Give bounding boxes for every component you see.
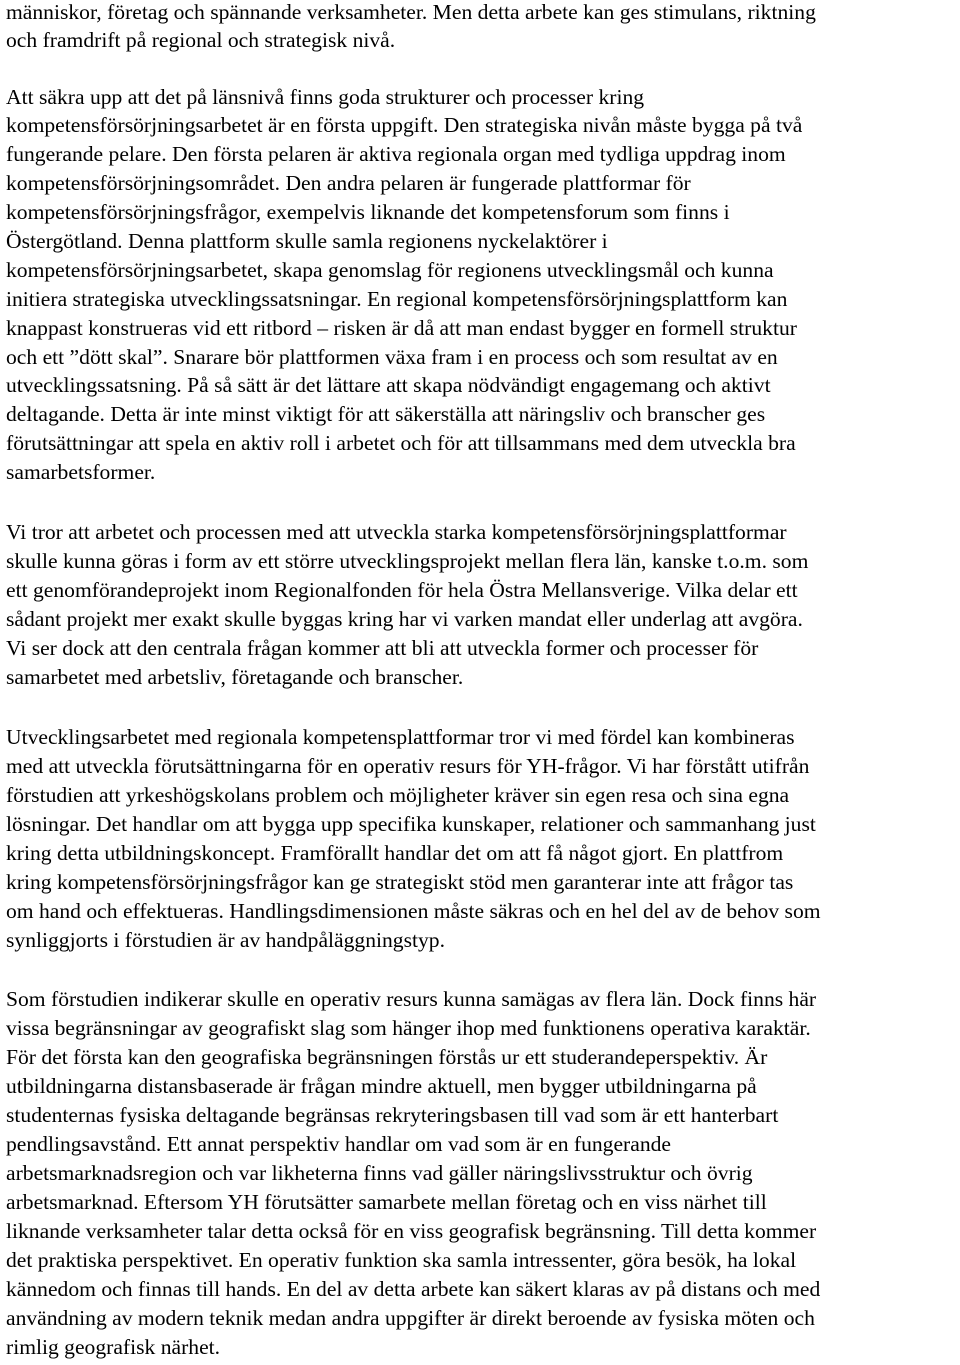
text-line: Att säkra upp att det på länsnivå finns goda strukturer och processer kring	[6, 85, 645, 109]
text-line: fungerande pelare. Den första pelaren är aktiva regionala organ med tydliga uppdrag inom	[6, 142, 786, 166]
text-line: kompetensförsörjningsarbetet är en första uppgift. Den strategiska nivån måste bygga på två	[6, 113, 803, 137]
text-line: med att utveckla förutsättningarna för en operativ resurs för YH-frågor. Vi har förstått utifrån	[6, 754, 810, 778]
text-line: kompetensförsörjningsområdet. Den andra pelaren är fungerade plattformar för	[6, 171, 691, 195]
text-line: Utvecklingsarbetet med regionala kompetensplattformar tror vi med fördel kan kombineras	[6, 725, 795, 749]
text-line: det praktiska perspektivet. En operativ funktion ska samla intressenter, göra besök, ha lokal	[6, 1248, 797, 1272]
text-line: arbetsmarknadsregion och var likheterna finns vad gäller näringslivsstruktur och övrig	[6, 1161, 753, 1185]
text-line: knappast konstrueras vid ett ritbord – risken är då att man endast bygger en formell struktur	[6, 316, 797, 340]
text-line: kring kompetensförsörjningsfrågor kan ge strategiskt stöd men garanterar inte att frågor tas	[6, 870, 794, 894]
text-line: utvecklingssatsning. På så sätt är det lättare att skapa nödvändigt engagemang och aktivt	[6, 373, 771, 397]
text-line: kompetensförsörjningsfrågor, exempelvis liknande det kompetensforum som finns i	[6, 200, 730, 224]
text-line: studenternas fysiska deltagande begränsas rekryteringsbasen till vad som är ett hanterbart	[6, 1103, 779, 1127]
text-line: utbildningarna distansbaserade är frågan mindre aktuell, men bygger utbildningarna på	[6, 1074, 757, 1098]
text-line: lösningar. Det handlar om att bygga upp specifika kunskaper, relationer och sammanhang just	[6, 812, 816, 836]
text-line: kompetensförsörjningsarbetet, skapa genomslag för regionens utvecklingsmål och kunna	[6, 258, 774, 282]
text-line: deltagande. Detta är inte minst viktigt för att säkerställa att näringsliv och branscher ges	[6, 402, 766, 426]
text-line: ett genomförandeprojekt inom Regionalfonden för hela Östra Mellansverige. Vilka delar ett	[6, 578, 798, 602]
text-line: vissa begränsningar av geografiskt slag som hänger ihop med funktionens operativa karaktär.	[6, 1016, 811, 1040]
text-line: samarbetsformer.	[6, 460, 156, 484]
text-line: synliggjorts i förstudien är av handpåläggningstyp.	[6, 928, 446, 952]
text-line: förstudien att yrkeshögskolans problem och möjligheter kräver sin egen resa och sina egna	[6, 783, 790, 807]
text-line: sådant projekt mer exakt skulle byggas kring har vi varken mandat eller underlag att avgöra.	[6, 607, 803, 631]
text-line: människor, företag och spännande verksamheter. Men detta arbete kan ges stimulans, riktning	[6, 0, 816, 24]
text-line: Som förstudien indikerar skulle en operativ resurs kunna samägas av flera län. Dock finns här	[6, 987, 817, 1011]
text-line: om hand och effektueras. Handlingsdimensionen måste säkras och en hel del av de behov som	[6, 899, 821, 923]
text-line: arbetsmarknad. Eftersom YH förutsätter samarbete mellan företag och en viss närhet till	[6, 1190, 767, 1214]
text-line: samarbetet med arbetsliv, företagande och branscher.	[6, 665, 464, 689]
text-line: Vi ser dock att den centrala frågan kommer att bli att utveckla former och processer för	[6, 636, 759, 660]
text-line: initiera strategiska utvecklingssatsningar. En regional kompetensförsörjningsplattform kan	[6, 287, 788, 311]
text-line: förutsättningar att spela en aktiv roll i arbetet och för att tillsammans med dem utveckla bra	[6, 431, 796, 455]
text-line: Vi tror att arbetet och processen med att utveckla starka kompetensförsörjningsplattformar	[6, 520, 787, 544]
text-line: pendlingsavstånd. Ett annat perspektiv handlar om vad som är en fungerande	[6, 1132, 672, 1156]
text-line: och framdrift på regional och strategisk nivå.	[6, 28, 396, 52]
text-line: kännedom och finnas till hands. En del av detta arbete kan säkert klaras av på distans och med	[6, 1277, 821, 1301]
text-line: rimlig geografisk närhet.	[6, 1335, 221, 1359]
text-line: kring detta utbildningskoncept. Framförallt handlar det om att få något gjort. En plattfrom	[6, 841, 784, 865]
text-line: användning av modern teknik medan andra uppgifter är direkt beroende av fysiska möten och	[6, 1306, 815, 1330]
text-line: skulle kunna göras i form av ett större utvecklingsprojekt mellan flera län, kanske t.o.m. som	[6, 549, 809, 573]
text-line: och ett ”dött skal”. Snarare bör plattformen växa fram i en process och som resultat av en	[6, 345, 778, 369]
text-line: Östergötland. Denna plattform skulle samla regionens nyckelaktörer i	[6, 229, 608, 253]
text-line: liknande verksamheter talar detta också för en viss geografisk begränsning. Till detta kommer	[6, 1219, 817, 1243]
text-line: För det första kan den geografiska begränsningen förstås ur ett studerandeperspektiv. Är	[6, 1045, 768, 1069]
